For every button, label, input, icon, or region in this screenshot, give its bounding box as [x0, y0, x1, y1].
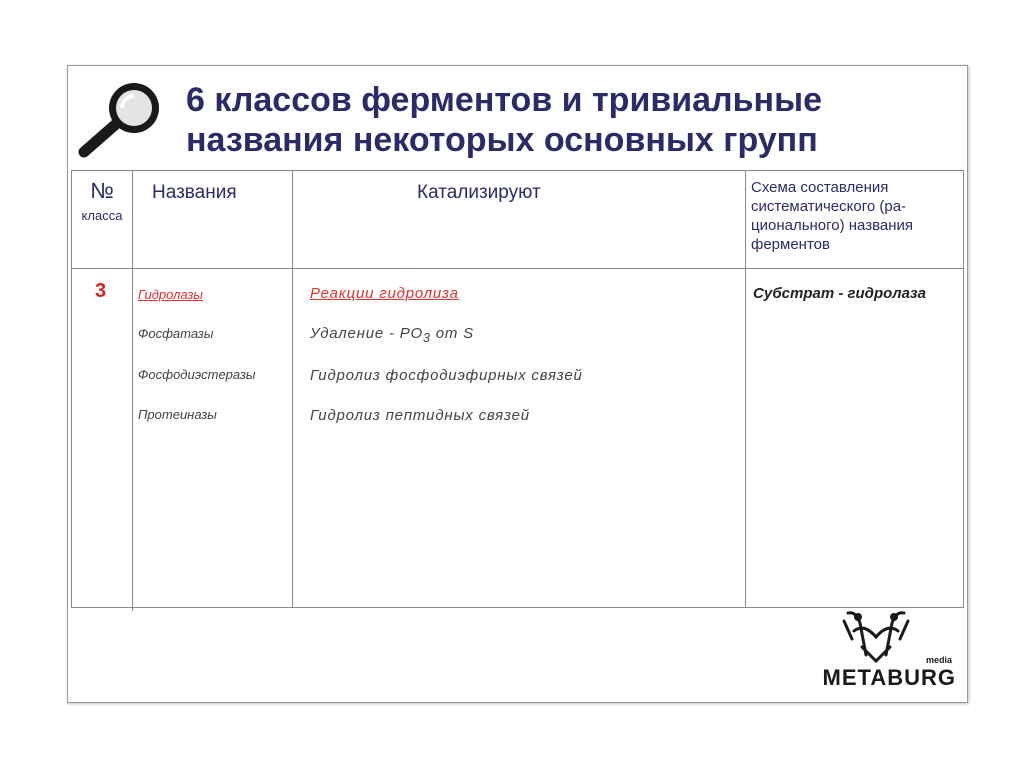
scheme-value: Субстрат - гидролаза: [753, 285, 926, 302]
catalyze-removal: [310, 325, 474, 345]
class-number: 3: [95, 280, 107, 302]
title-line-1: 6 классов ферментов и тривиальные: [186, 81, 823, 119]
header-names: Названия: [152, 182, 237, 203]
name-phosphodiesterases: Фосфодиэстеразы: [138, 367, 256, 382]
column-divider: [745, 171, 746, 607]
logo-text: METABURG: [822, 665, 956, 690]
header-scheme: Схема составления систематического (ра-ционального) названия ферментов: [751, 179, 914, 253]
header-catalyze: Катализируют: [417, 182, 541, 203]
metaburg-logo: [796, 603, 956, 693]
removal-subscript: 3: [423, 331, 431, 345]
header-number: №: [90, 178, 114, 203]
page-title: [186, 80, 956, 160]
name-hydrolases: Гидролазы: [138, 287, 203, 302]
removal-prefix: Удаление - PO: [310, 325, 424, 342]
column-divider: [292, 171, 293, 607]
catalyze-hydrolysis: Реакции гидролиза: [310, 285, 459, 302]
catalyze-phosphodiester: Гидролиз фосфодиэфирных связей: [310, 367, 583, 384]
catalyze-peptide: Гидролиз пептидных связей: [310, 407, 530, 424]
removal-suffix: от S: [430, 325, 474, 342]
name-phosphatases: Фосфатазы: [138, 326, 214, 341]
header-number-sub: класса: [81, 208, 123, 223]
title-line-2: названия некоторых основных групп: [186, 121, 818, 159]
name-proteinases: Протеиназы: [138, 407, 217, 422]
enzyme-table: [71, 170, 964, 608]
column-divider: [132, 171, 133, 611]
magnifier-icon: [76, 78, 171, 160]
logo-media: media: [925, 655, 952, 665]
header-divider: [72, 268, 963, 269]
